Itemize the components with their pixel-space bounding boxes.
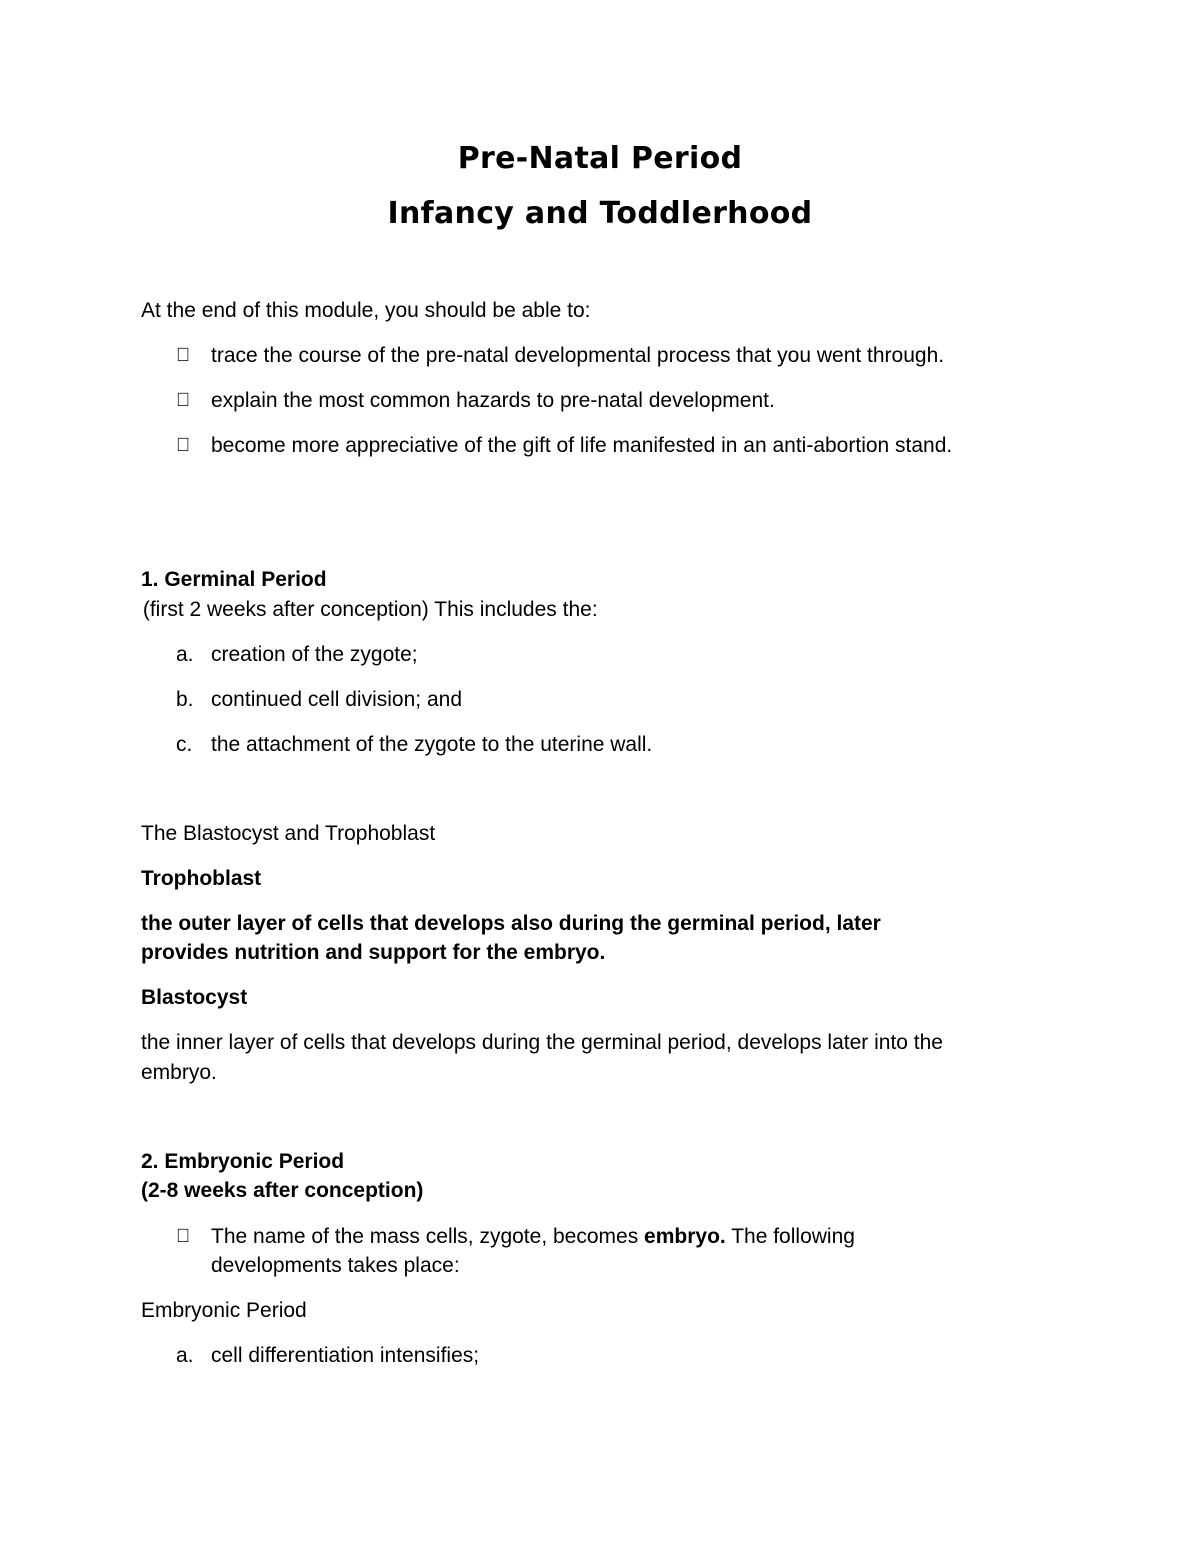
embryonic-bullet-line1 — [211, 1222, 855, 1251]
germinal-heading: 1. Germinal Period — [141, 568, 327, 591]
germinal-intro: (first 2 weeks after conception) This includes the: — [137, 598, 598, 621]
blastocyst-definition-line1: the inner layer of cells that develops during the germinal period, develops later into the — [141, 1031, 943, 1054]
page-title: Pre-Natal Period — [457, 141, 743, 176]
embryonic-subheading: (2-8 weeks after conception) — [141, 1179, 424, 1202]
objective-item: explain the most common hazards to pre-natal development. — [211, 389, 775, 412]
bullet-icon — [176, 431, 190, 460]
list-letter: a. — [176, 1344, 194, 1367]
objectives-intro: At the end of this module, you should be able to: — [141, 299, 591, 322]
embryonic-bullet-line2: developments takes place: — [211, 1254, 460, 1277]
embryonic-heading: 2. Embryonic Period — [141, 1150, 345, 1173]
bullet-icon — [176, 1222, 190, 1251]
germinal-item: the attachment of the zygote to the uterine wall. — [211, 733, 653, 756]
page-subtitle: Infancy and Toddlerhood — [387, 196, 813, 231]
bullet-icon — [176, 386, 190, 415]
objective-item: trace the course of the pre-natal developmental process that you went through. — [211, 344, 945, 367]
blastocyst-section-heading: The Blastocyst and Trophoblast — [141, 822, 436, 845]
embryonic-bullet-text-bold: embryo. — [644, 1225, 726, 1248]
bullet-icon — [176, 341, 190, 370]
germinal-item: creation of the zygote; — [211, 643, 418, 666]
germinal-item: continued cell division; and — [211, 688, 462, 711]
embryonic-bullet-text-before: The name of the mass cells, zygote, becomes — [211, 1225, 645, 1248]
list-letter: b. — [176, 688, 194, 711]
list-letter: a. — [176, 643, 194, 666]
embryonic-bullet-text-after: The following — [725, 1225, 855, 1248]
trophoblast-definition-line2: provides nutrition and support for the embryo. — [141, 941, 606, 964]
list-letter: c. — [176, 733, 193, 756]
trophoblast-definition-line1: the outer layer of cells that develops also during the germinal period, later — [141, 912, 881, 935]
objective-item: become more appreciative of the gift of life manifested in an anti-abortion stand. — [211, 434, 953, 457]
blastocyst-term: Blastocyst — [141, 986, 248, 1009]
blastocyst-definition-line2: embryo. — [141, 1061, 217, 1084]
trophoblast-term: Trophoblast — [141, 867, 262, 890]
embryonic-label: Embryonic Period — [141, 1299, 307, 1322]
embryonic-item: cell differentiation intensifies; — [211, 1344, 480, 1367]
